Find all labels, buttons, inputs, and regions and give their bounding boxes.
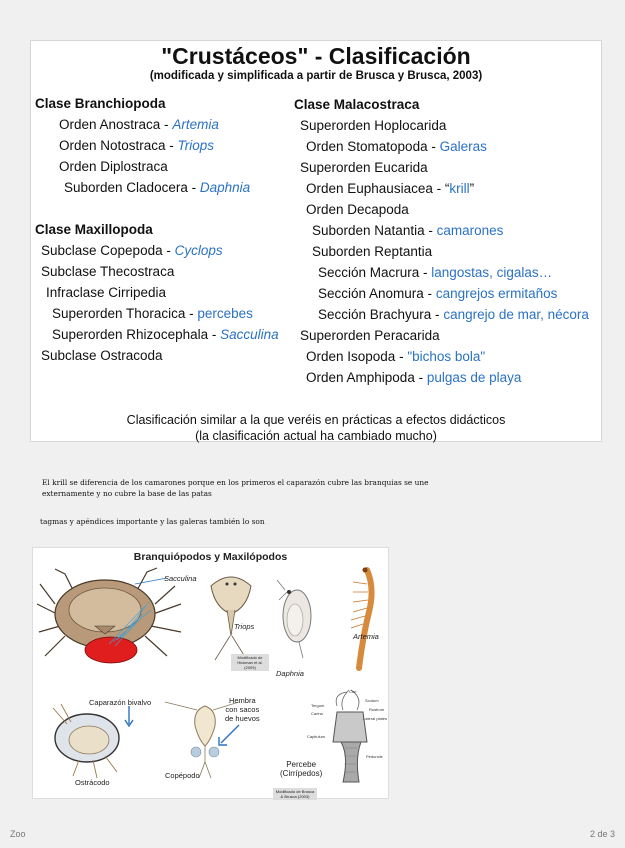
seccion-brachyura [318,307,589,322]
figure-branquiopodos [32,547,389,799]
artemia-label: Artemia [353,632,379,641]
sacculina-example: Sacculina [220,327,279,342]
orden-notostraca-label: Orden Notostraca - [59,138,178,153]
seccion-anomura [318,286,557,301]
artemia-illustration [329,564,389,672]
camarones-example: camarones [436,223,504,238]
bichos-bola-example: "bichos bola" [407,349,486,364]
clase-malacostraca: Clase Malacostraca [294,97,420,112]
subclase-copepoda-label: Subclase Copepoda - [41,243,175,258]
scutum-label: Scutum [365,698,379,703]
cangrejos-ermitanos-example: cangrejos ermitaños [435,286,558,301]
tergum-label: Tergum [311,703,325,708]
hembra-pointer [215,723,243,751]
orden-diplostraca: Orden Diplostraca [59,159,168,174]
triops-label: Triops [234,622,255,631]
seccion-macrura-label: Sección Macrura - [318,265,432,280]
orden-notostraca [59,138,214,153]
subclase-copepoda [41,243,223,258]
triops-illustration [201,566,261,661]
slide-subtitle: (modificada y simplificada a partir de Brusca y Brusca, 2003) [149,70,483,82]
lateral-plates-label: Lateral plates [363,716,388,721]
langostas-example: langostas, cigalas… [431,265,553,280]
hembra-line2: con sacos [225,705,260,714]
suborden-reptantia: Suborden Reptantia [312,244,433,259]
copepodo-label: Copépodo [165,771,200,780]
superorden-thoracica [52,306,253,321]
hembra-label [225,696,260,723]
subclase-thecostraca: Subclase Thecostraca [41,264,175,279]
note-line1: El krill se diferencia de los camarones porque en los primeros el caparazón cubre las branquias se une [42,478,429,487]
clase-branchiopoda: Clase Branchiopoda [35,96,166,111]
galeras-example: Galeras [439,139,487,154]
slide-footer-note [31,412,601,444]
suborden-natantia-label: Suborden Natantia - [312,223,437,238]
superorden-thoracica-label: Superorden Thoracica - [52,306,198,321]
orden-stomatopoda-label: Orden Stomatopoda - [306,139,440,154]
footer-note-line1: Clasificación similar a la que veréis en prácticas a efectos didácticos [126,413,506,427]
rostrum-label: Rostrum [369,707,385,712]
peduncle-label: Peduncle [366,754,383,759]
footer-app-label: Zoo [10,829,26,839]
carina-label: Carina [311,711,323,716]
orden-amphipoda [306,370,521,385]
slide [30,40,602,442]
cyclops-example: Cyclops [174,243,223,258]
artemia-example: Artemia [172,117,219,132]
daphnia-illustration [277,572,317,667]
footer-note-line2: (la clasificación actual ha cambiado mucho) [195,429,437,443]
caparazon-pointer [123,706,135,728]
superorden-rhizocephala [52,327,279,342]
credit-hickman: Modificado de Hickman et al. (2009) [231,654,269,671]
suborden-cladocera [64,180,250,195]
seccion-macrura [318,265,552,280]
sacculina-label: Sacculina [164,574,197,583]
orden-anostraca [59,117,219,132]
triops-example: Triops [177,138,215,153]
superorden-eucarida: Superorden Eucarida [300,160,428,175]
capitulum-label: Capitulum [307,734,326,739]
orden-stomatopoda [306,139,487,154]
subclase-ostracoda: Subclase Ostracoda [41,348,163,363]
ostracodo-label: Ostrácodo [75,778,110,787]
suborden-natantia [312,223,503,238]
seccion-brachyura-label: Sección Brachyura - [318,307,444,322]
pulgas-de-playa-example: pulgas de playa [426,370,522,385]
page-indicator: 2 de 3 [589,829,615,839]
orden-euphausiacea [306,181,474,196]
cangrejo-de-mar-example: cangrejo de mar, nécora [443,307,589,322]
slide-title: "Crustáceos" - Clasificación [161,43,471,69]
seccion-anomura-label: Sección Anomura - [318,286,436,301]
percebe-label [280,760,322,778]
ostracod-illustration [49,698,125,780]
orden-amphipoda-label: Orden Amphipoda - [306,370,427,385]
caparazon-label: Caparazón bivalvo [89,698,152,707]
orden-isopoda-label: Orden Isopoda - [306,349,408,364]
orden-isopoda [306,349,485,364]
cirri-label: Cirri [349,689,357,694]
superorden-hoplocarida: Superorden Hoplocarida [300,118,447,133]
krill-close-quote: ” [469,181,475,196]
daphnia-example: Daphnia [199,180,251,195]
figure-title: Branquiópodos y Maxilópodos [133,551,288,563]
superorden-peracarida: Superorden Peracarida [300,328,440,343]
credit-brusca: Modificado de Brusca & Brusca (2003) [273,788,317,800]
percebe-line1: Percebe [286,760,317,769]
orden-euphausiacea-label: Orden Euphausiacea - “ [306,181,450,196]
clase-maxillopoda: Clase Maxillopoda [35,222,153,237]
crab-sacculina-illustration [35,564,185,682]
krill-example: krill [449,181,470,196]
hembra-line1: Hembra [228,696,256,705]
percebe-line2: (Cirrípedos) [280,769,323,778]
daphnia-label: Daphnia [276,669,304,678]
orden-anostraca-label: Orden Anostraca - [59,117,173,132]
note-line2: externamente y no cubre la base de las patas [42,489,212,498]
suborden-cladocera-label: Suborden Cladocera - [64,180,200,195]
percebes-example: percebes [197,306,253,321]
orden-decapoda: Orden Decapoda [306,202,409,217]
note-line3: tagmas y apéndices importante y las galeras también lo son [40,517,265,526]
superorden-rhizocephala-label: Superorden Rhizocephala - [52,327,221,342]
hembra-line3: de huevos [225,714,260,723]
infraclase-cirripedia: Infraclase Cirripedia [46,285,167,300]
